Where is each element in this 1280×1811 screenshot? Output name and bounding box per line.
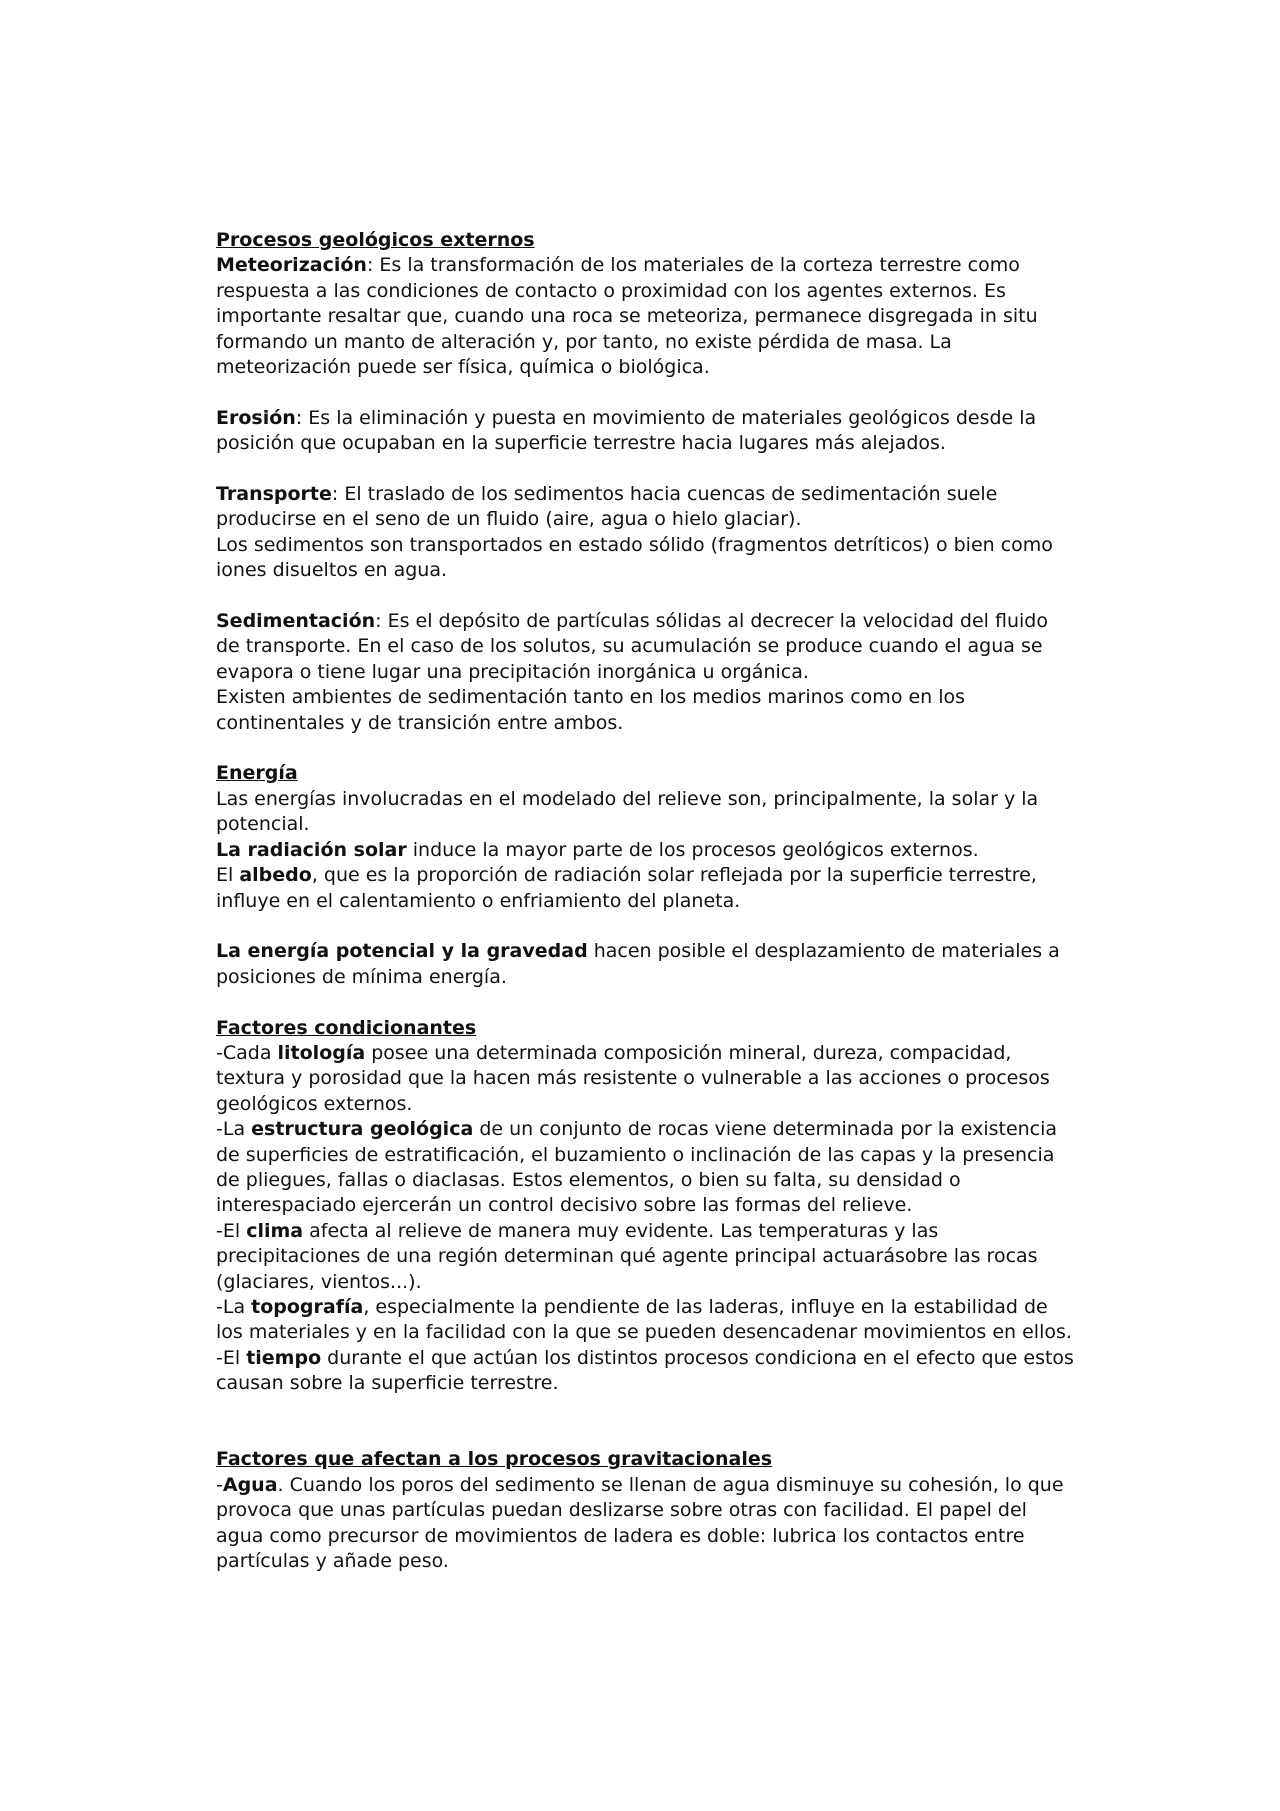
paragraph-erosion: Erosión: Es la eliminación y puesta en movimiento de materiales geológicos desde la posición que ocupaban en la superficie terrestre hacia lugares más alejados.	[216, 406, 1037, 455]
document-page	[216, 228, 1076, 1574]
paragraph-transporte: Transporte: El traslado de los sedimentos hacia cuencas de sedimentación suele producirse en el seno de un fluido (aire, agua o hielo glaciar).	[216, 483, 998, 531]
section-heading-procesos: Procesos geológicos externos	[216, 229, 535, 251]
term-albedo: albedo	[239, 864, 312, 887]
term-litologia: litología	[277, 1041, 366, 1064]
list-item-litologia: -Cada litología posee una determinada composición mineral, dureza, compacidad, textura y porosidad que la hacen más resistente o vulnerable a las acciones o procesos geológicos externos.	[216, 1041, 1050, 1115]
paragraph-albedo: El albedo, que es la proporción de radiación solar reflejada por la superficie terrestre, influye en el calentamiento o enfriamiento del planeta.	[216, 864, 1037, 912]
term-transporte: Transporte	[216, 483, 332, 506]
term-estructura: estructura geológica	[251, 1118, 474, 1141]
term-meteorizacion: Meteorización	[216, 254, 367, 277]
section-heading-gravitacionales: Factores que afectan a los procesos gravitacionales	[216, 1448, 773, 1471]
term-clima: clima	[246, 1219, 304, 1242]
term-tiempo: tiempo	[246, 1346, 322, 1369]
list-item-tiempo: -El tiempo durante el que actúan los distintos procesos condiciona en el efecto que estos causan sobre la superficie terrestre.	[216, 1346, 1074, 1395]
term-erosion: Erosión	[216, 406, 296, 429]
term-sedimentacion: Sedimentación	[216, 610, 376, 633]
list-item-estructura: -La estructura geológica de un conjunto de rocas viene determinada por la existencia de superficies de estratificación, el buzamiento o inclinación de las capas y la presencia de pliegues, fallas o diaclasas. Estos elementos, o bien su falta, su densidad o interespaciado ejercerán un control decisivo sobre las formas del relieve.	[216, 1118, 1058, 1217]
paragraph-radiacion-solar: La radiación solar induce la mayor parte de los procesos geológicos externos.	[216, 838, 979, 861]
section-heading-energia: Energía	[216, 762, 298, 785]
paragraph-transporte-extra: Los sedimentos son transportados en estado sólido (fragmentos detríticos) o bien como iones disueltos en agua.	[216, 533, 1053, 582]
section-heading-factores: Factores condicionantes	[216, 1016, 477, 1039]
paragraph-sedimentacion-extra: Existen ambientes de sedimentación tanto en los medios marinos como en los continentales y de transición entre ambos.	[216, 686, 966, 734]
term-radiacion-solar: La radiación solar	[216, 838, 407, 861]
term-agua: Agua	[222, 1473, 278, 1496]
list-item-agua: -Agua. Cuando los poros del sedimento se llenan de agua disminuye su cohesión, lo que provoca que unas partículas puedan deslizarse sobre otras con facilidad. El papel del agua como precursor de movimientos de ladera es doble: lubrica los contactos entre partículas y añade peso.	[216, 1473, 1064, 1573]
paragraph-energia-intro: Las energías involucradas en el modelado del relieve son, principalmente, la solar y la potencial.	[216, 787, 1039, 836]
paragraph-sedimentacion: Sedimentación: Es el depósito de partículas sólidas al decrecer la velocidad del fluido de transporte. En el caso de los solutos, su acumulación se produce cuando el agua se evapora o tiene lugar una precipitación inorgánica u orgánica.	[216, 610, 1048, 683]
paragraph-meteorizacion: Meteorización: Es la transformación de los materiales de la corteza terrestre como respuesta a las condiciones de contacto o proximidad con los agentes externos. Es importante resaltar que, cuando una roca se meteoriza, permanece disgregada in situ formando un manto de alteración y, por tanto, no existe pérdida de masa. La meteorización puede ser física, química o biológica.	[216, 254, 1038, 379]
list-item-topografia: -La topografía, especialmente la pendiente de las laderas, influye en la estabilidad de los materiales y en la facilidad con la que se pueden desencadenar movimientos en ellos.	[216, 1295, 1072, 1344]
list-item-clima: -El clima afecta al relieve de manera muy evidente. Las temperaturas y las precipitaciones de una región determinan qué agente principal actuarásobre las rocas (glaciares, vientos...).	[216, 1219, 1038, 1293]
term-topografia: topografía	[251, 1295, 364, 1318]
paragraph-energia-potencial: La energía potencial y la gravedad hacen posible el desplazamiento de materiales a posiciones de mínima energía.	[216, 940, 1060, 988]
term-energia-potencial: La energía potencial y la gravedad	[216, 940, 588, 963]
